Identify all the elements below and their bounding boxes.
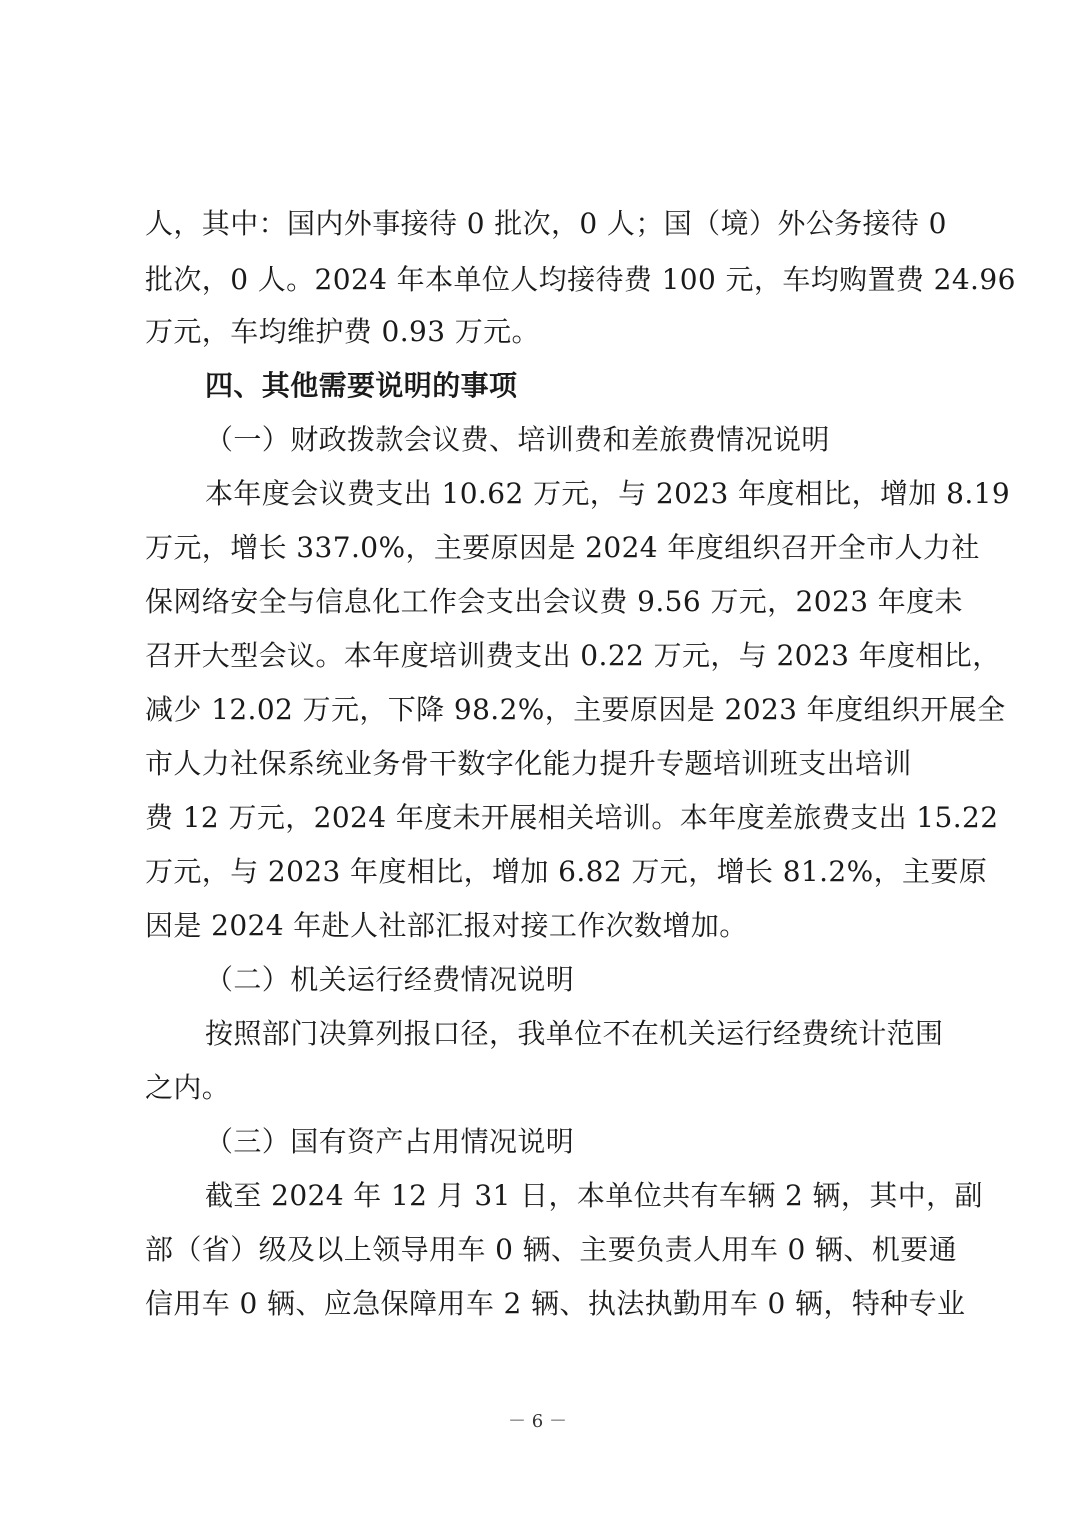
- page-number: － 6 －: [508, 1411, 567, 1432]
- body-line: 之内。: [145, 1071, 231, 1104]
- subsection-heading: （一）财政拨款会议费、培训费和差旅费情况说明: [205, 423, 830, 456]
- body-line: 按照部门决算列报口径，我单位不在机关运行经费统计范围: [205, 1017, 944, 1050]
- body-line: 信用车 0 辆、应急保障用车 2 辆、执法执勤用车 0 辆，特种专业: [145, 1287, 966, 1320]
- body-line: 万元，车均维护费 0.93 万元。: [145, 315, 540, 348]
- subsection-heading: （三）国有资产占用情况说明: [205, 1125, 575, 1158]
- body-line: 万元，增长 337.0%，主要原因是 2024 年度组织召开全市人力社: [145, 531, 980, 564]
- body-line: 批次，0 人。2024 年本单位人均接待费 100 元，车均购置费 24.96: [145, 263, 1016, 296]
- body-line: 费 12 万元，2024 年度未开展相关培训。本年度差旅费支出 15.22: [145, 801, 999, 834]
- body-line: 截至 2024 年 12 月 31 日，本单位共有车辆 2 辆，其中，副: [205, 1179, 983, 1212]
- body-line: 市人力社保系统业务骨干数字化能力提升专题培训班支出培训: [145, 747, 912, 780]
- body-line: 减少 12.02 万元，下降 98.2%，主要原因是 2023 年度组织开展全: [145, 693, 1006, 726]
- body-line: 万元，与 2023 年度相比，增加 6.82 万元，增长 81.2%，主要原: [145, 855, 988, 888]
- body-line: 保网络安全与信息化工作会支出会议费 9.56 万元，2023 年度未: [145, 585, 963, 618]
- body-line: 本年度会议费支出 10.62 万元，与 2023 年度相比，增加 8.19: [205, 477, 1011, 510]
- body-line: 部（省）级及以上领导用车 0 辆、主要负责人用车 0 辆、机要通: [145, 1233, 958, 1266]
- body-line: 召开大型会议。本年度培训费支出 0.22 万元，与 2023 年度相比，: [145, 639, 1001, 672]
- body-line: 因是 2024 年赴人社部汇报对接工作次数增加。: [145, 909, 748, 942]
- body-line: 人，其中：国内外事接待 0 批次，0 人；国（境）外公务接待 0: [145, 207, 947, 240]
- subsection-heading: （二）机关运行经费情况说明: [205, 963, 575, 996]
- section-heading: 四、其他需要说明的事项: [205, 369, 518, 402]
